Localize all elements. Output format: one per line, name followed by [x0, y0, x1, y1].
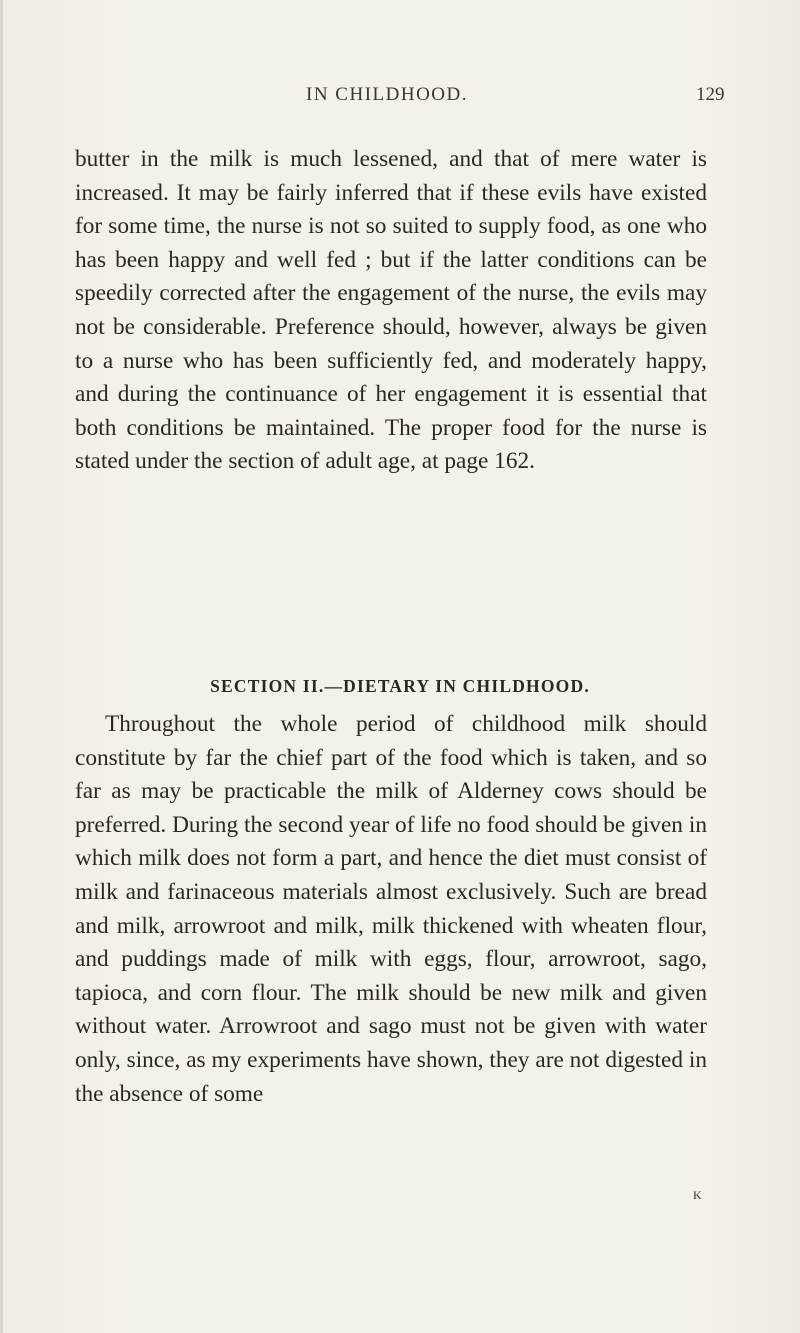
page-left-edge — [0, 0, 3, 1333]
page-number: 129 — [696, 84, 725, 105]
paragraph-continued: butter in the milk is much lessened, and that of mere water is increased. It may be fairly inferred that if these evils have existed for some time, the nurse is not so suited to supply food, as one who has been happy and well fed ; but if the latter conditions can be speedily corrected after the engagement of the nurse, the evils may not be considerable. Preference should, however, always be given to a nurse who has been sufficiently fed, and moderately happy, and during the continuance of her engagement it is essential that both conditions be maintained. The proper food for the nurse is stated under the section of adult age, at page 162. — [75, 146, 707, 475]
section-heading: SECTION II.—DIETARY IN CHILDHOOD. — [210, 676, 590, 696]
page-header — [0, 84, 800, 114]
signature-mark: K — [693, 1188, 702, 1202]
running-head: IN CHILDHOOD. — [306, 84, 468, 105]
paragraph-dietary: Throughout the whole period of childhood milk should constitute by far the chief part of the food which is taken, and so far as may be practicable the milk of Alderney cows should be preferred. During the second year of life no food should be given in which milk does not form a part, and hence the diet must consist of milk and farinaceous materials almost exclusively. Such are bread and milk, arrowroot and milk, milk thickened with wheaten flour, and puddings made of milk with eggs, flour, arrowroot, sago, tapioca, and corn flour. The milk should be new milk and given without water. Arrowroot and sago must not be given with water only, since, as my experiments have shown, they are not digested in the absence of some — [75, 711, 707, 1107]
